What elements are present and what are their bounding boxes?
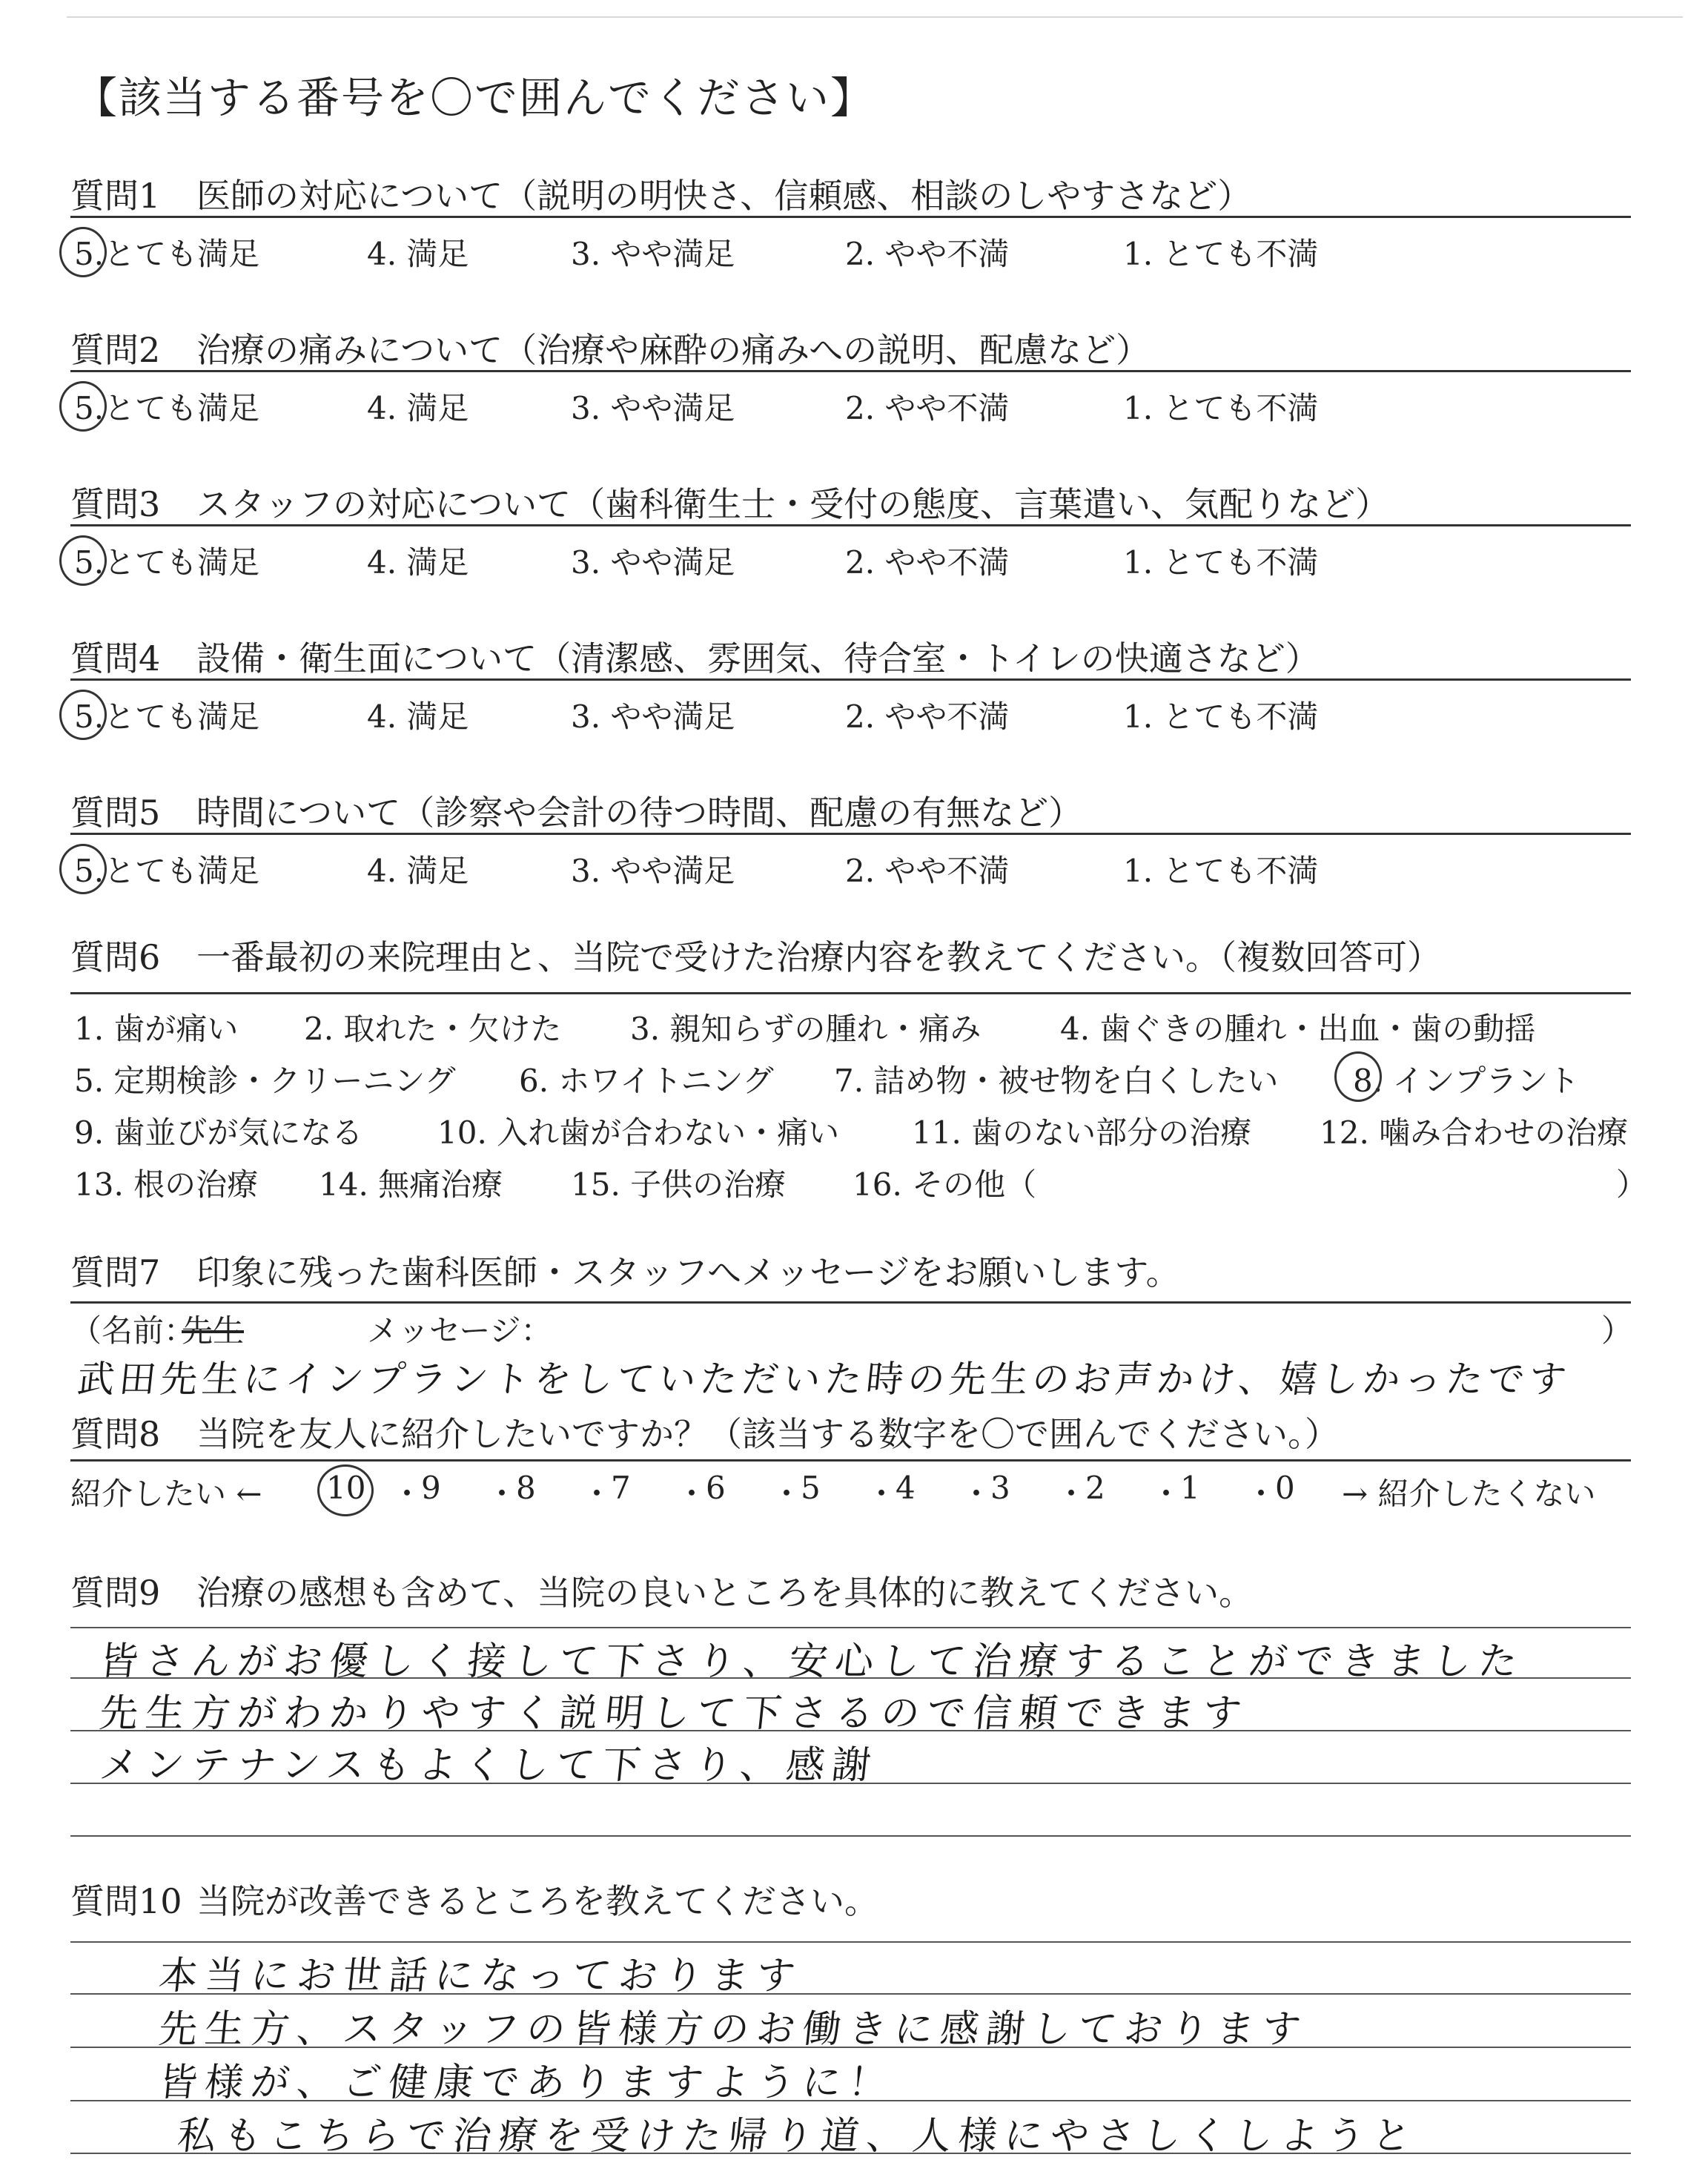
- q6-title: [70, 931, 1441, 980]
- q5-text: 時間について（診察や会計の待つ時間、配慮の有無など）: [196, 793, 1083, 833]
- q7-name-value[interactable]: 先生: [182, 1312, 245, 1349]
- q1-title: [70, 169, 1251, 218]
- q4-option[interactable]: 2. やや不満: [845, 698, 1010, 735]
- q1-option[interactable]: 5.とても満足: [74, 236, 260, 272]
- q7-message-handwritten[interactable]: 武田先生にインプラントをしていただいた時の先生のお声かけ、嬉しかったです: [75, 1358, 1573, 1401]
- q7-number: 質問7: [70, 1252, 161, 1292]
- page-title: 【該当する番号を〇で囲んでください】: [74, 73, 875, 123]
- q9-number: 質問9: [70, 1573, 161, 1613]
- q8-scale-number[interactable]: 2: [1085, 1470, 1105, 1506]
- q8-scale-number[interactable]: 0: [1275, 1470, 1295, 1506]
- q7-text: 印象に残った歯科医師・スタッフへメッセージをお願いします。: [196, 1252, 1180, 1292]
- q10-answer-line[interactable]: 先生方、スタッフの皆様方のお働きに感謝しております: [156, 2007, 1311, 2052]
- q4-text: 設備・衛生面について（清潔感、雰囲気、待合室・トイレの快適さなど）: [196, 638, 1320, 678]
- q8-scale-number[interactable]: 3: [990, 1470, 1010, 1506]
- q5-option[interactable]: 4. 満足: [367, 853, 469, 889]
- q8-right-label: → 紹介したくない: [1342, 1476, 1596, 1512]
- q6-selected-circle: [1334, 1051, 1382, 1102]
- q8-scale-number[interactable]: 1: [1180, 1470, 1200, 1506]
- q6-option[interactable]: 14. 無痛治療: [319, 1166, 503, 1203]
- q3-text: スタッフの対応について（歯科衛生士・受付の態度、言葉遣い、気配りなど）: [196, 484, 1390, 524]
- q8-scale-dot: ・: [866, 1476, 898, 1512]
- q8-scale-dot: ・: [1245, 1476, 1277, 1512]
- q8-rule: [70, 1459, 1631, 1462]
- q6-rule: [70, 992, 1631, 994]
- q3-option[interactable]: 1. とても不満: [1123, 544, 1319, 581]
- q9-answer-line[interactable]: メンテナンスもよくして下さり、感謝: [97, 1743, 881, 1788]
- q8-scale-dot: ・: [1151, 1476, 1182, 1512]
- q3-option[interactable]: 2. やや不満: [845, 544, 1010, 581]
- q2-text: 治療の痛みについて（治療や麻酔の痛みへの説明、配慮など）: [196, 330, 1151, 370]
- q6-option[interactable]: 2. 取れた・欠けた: [304, 1011, 562, 1047]
- q8-number: 質問8: [70, 1414, 161, 1454]
- q8-scale-number[interactable]: 10: [326, 1470, 366, 1506]
- q1-rule: [70, 216, 1631, 218]
- q4-title: [70, 632, 1320, 681]
- q8-scale-dot: ・: [581, 1476, 613, 1512]
- q1-option[interactable]: 4. 満足: [367, 236, 469, 272]
- q8-title: [70, 1407, 1339, 1456]
- q6-option[interactable]: ）: [1616, 1166, 1648, 1203]
- q5-title: [70, 786, 1082, 835]
- q7-message-label: メッセージ：: [367, 1312, 552, 1349]
- q1-number: 質問1: [70, 176, 161, 216]
- q6-option[interactable]: 16. その他（: [853, 1166, 1037, 1203]
- q5-number: 質問5: [70, 793, 161, 833]
- q2-option[interactable]: 1. とても不満: [1123, 390, 1319, 426]
- q8-scale-number[interactable]: 9: [421, 1470, 441, 1506]
- q9-answer-rule: [70, 1627, 1631, 1628]
- q8-scale-dot: ・: [1056, 1476, 1088, 1512]
- q2-option[interactable]: 2. やや不満: [845, 390, 1010, 426]
- q10-text: 当院が改善できるところを教えてください。: [196, 1881, 878, 1921]
- q3-option[interactable]: 4. 満足: [367, 544, 469, 581]
- q2-selected-circle: [59, 381, 107, 432]
- q5-option[interactable]: 5.とても満足: [74, 853, 260, 889]
- q7-title: [70, 1246, 1180, 1295]
- q9-answer-line[interactable]: 皆さんがお優しく接して下さり、安心して治療することができました: [97, 1639, 1527, 1684]
- q3-selected-circle: [59, 535, 107, 586]
- q6-option[interactable]: 3. 親知らずの腫れ・痛み: [630, 1011, 982, 1047]
- q6-option[interactable]: 10. 入れ歯が合わない・痛い: [437, 1114, 840, 1151]
- q4-number: 質問4: [70, 638, 161, 678]
- q2-number: 質問2: [70, 330, 161, 370]
- q3-title: [70, 478, 1389, 526]
- q4-option[interactable]: 4. 満足: [367, 698, 469, 735]
- q5-option[interactable]: 1. とても不満: [1123, 853, 1319, 889]
- q10-answer-line[interactable]: 皆様が、ご健康でありますように！: [156, 2061, 897, 2105]
- q9-answer-line[interactable]: 先生方がわかりやすく説明して下さるので信頼できます: [97, 1691, 1251, 1736]
- q5-selected-circle: [59, 844, 107, 894]
- q4-option[interactable]: 3. やや満足: [571, 698, 735, 735]
- q6-option[interactable]: 5. 定期検診・クリーニング: [74, 1063, 456, 1099]
- q8-selected-circle: [317, 1464, 374, 1516]
- q8-scale-number[interactable]: 7: [611, 1470, 631, 1506]
- q9-answer-rule: [70, 1835, 1631, 1837]
- q6-option[interactable]: 11. 歯のない部分の治療: [912, 1114, 1252, 1151]
- q10-title: [70, 1875, 878, 1923]
- q6-option[interactable]: 12. 噛み合わせの治療: [1320, 1114, 1629, 1151]
- top-border: [67, 16, 1683, 18]
- q6-option[interactable]: 8. インプラント: [1353, 1063, 1580, 1099]
- q10-answer-line[interactable]: 私もこちらで治療を受けた帰り道、人様にやさしくしようと: [175, 2114, 1421, 2159]
- q8-scale-dot: ・: [771, 1476, 803, 1512]
- q10-answer-rule: [70, 1941, 1631, 1943]
- q1-option[interactable]: 1. とても不満: [1123, 236, 1319, 272]
- q4-option[interactable]: 1. とても不満: [1123, 698, 1319, 735]
- q6-option[interactable]: 4. 歯ぐきの腫れ・出血・歯の動揺: [1060, 1011, 1536, 1047]
- q3-option[interactable]: 5.とても満足: [74, 544, 260, 581]
- q7-name-label: （名前：: [70, 1312, 196, 1349]
- q2-option[interactable]: 4. 満足: [367, 390, 469, 426]
- q1-selected-circle: [59, 227, 107, 277]
- q9-title: [70, 1566, 1253, 1615]
- q6-option[interactable]: 6. ホワイトニング: [519, 1063, 774, 1099]
- q9-text: 治療の感想も含めて、当院の良いところを具体的に教えてください。: [196, 1573, 1254, 1613]
- q2-option[interactable]: 5.とても満足: [74, 390, 260, 426]
- q6-option[interactable]: 9. 歯並びが気になる: [74, 1114, 363, 1151]
- q5-rule: [70, 833, 1631, 835]
- q4-selected-circle: [59, 690, 107, 740]
- q8-scale-dot: ・: [676, 1476, 708, 1512]
- q6-option[interactable]: 1. 歯が痛い: [74, 1011, 239, 1047]
- q8-scale-number[interactable]: 5: [801, 1470, 821, 1506]
- q6-option[interactable]: 7. 詰め物・被せ物を白くしたい: [834, 1063, 1279, 1099]
- q6-number: 質問6: [70, 937, 161, 977]
- q8-left-label: 紹介したい ←: [70, 1476, 262, 1512]
- q3-rule: [70, 524, 1631, 526]
- q8-scale-dot: ・: [486, 1476, 518, 1512]
- q3-option[interactable]: 3. やや満足: [571, 544, 735, 581]
- q10-answer-line[interactable]: 本当にお世話になっております: [156, 1954, 805, 1998]
- q8-scale-number[interactable]: 4: [896, 1470, 916, 1506]
- q2-rule: [70, 370, 1631, 372]
- q8-scale-dot: ・: [391, 1476, 423, 1512]
- q1-text: 医師の対応について（説明の明快さ、信頼感、相談のしやすさなど）: [196, 176, 1252, 216]
- q2-title: [70, 323, 1150, 372]
- q3-number: 質問3: [70, 484, 161, 524]
- q5-option[interactable]: 2. やや不満: [845, 853, 1010, 889]
- q7-rule: [70, 1301, 1631, 1304]
- q6-option[interactable]: 13. 根の治療: [74, 1166, 259, 1203]
- q7-close-paren: ）: [1601, 1312, 1633, 1349]
- q6-text: 一番最初の来院理由と、当院で受けた治療内容を教えてください。（複数回答可）: [196, 937, 1441, 977]
- q8-text: 当院を友人に紹介したいですか？（該当する数字を〇で囲んでください。）: [196, 1414, 1339, 1454]
- q10-number: 質問10: [70, 1881, 182, 1921]
- q5-option[interactable]: 3. やや満足: [571, 853, 735, 889]
- q1-option[interactable]: 2. やや不満: [845, 236, 1010, 272]
- q6-option[interactable]: 15. 子供の治療: [571, 1166, 787, 1203]
- q4-option[interactable]: 5.とても満足: [74, 698, 260, 735]
- q8-scale-number[interactable]: 6: [706, 1470, 726, 1506]
- q2-option[interactable]: 3. やや満足: [571, 390, 735, 426]
- q4-rule: [70, 678, 1631, 681]
- q1-option[interactable]: 3. やや満足: [571, 236, 735, 272]
- q8-scale-dot: ・: [961, 1476, 993, 1512]
- q8-scale-number[interactable]: 8: [516, 1470, 536, 1506]
